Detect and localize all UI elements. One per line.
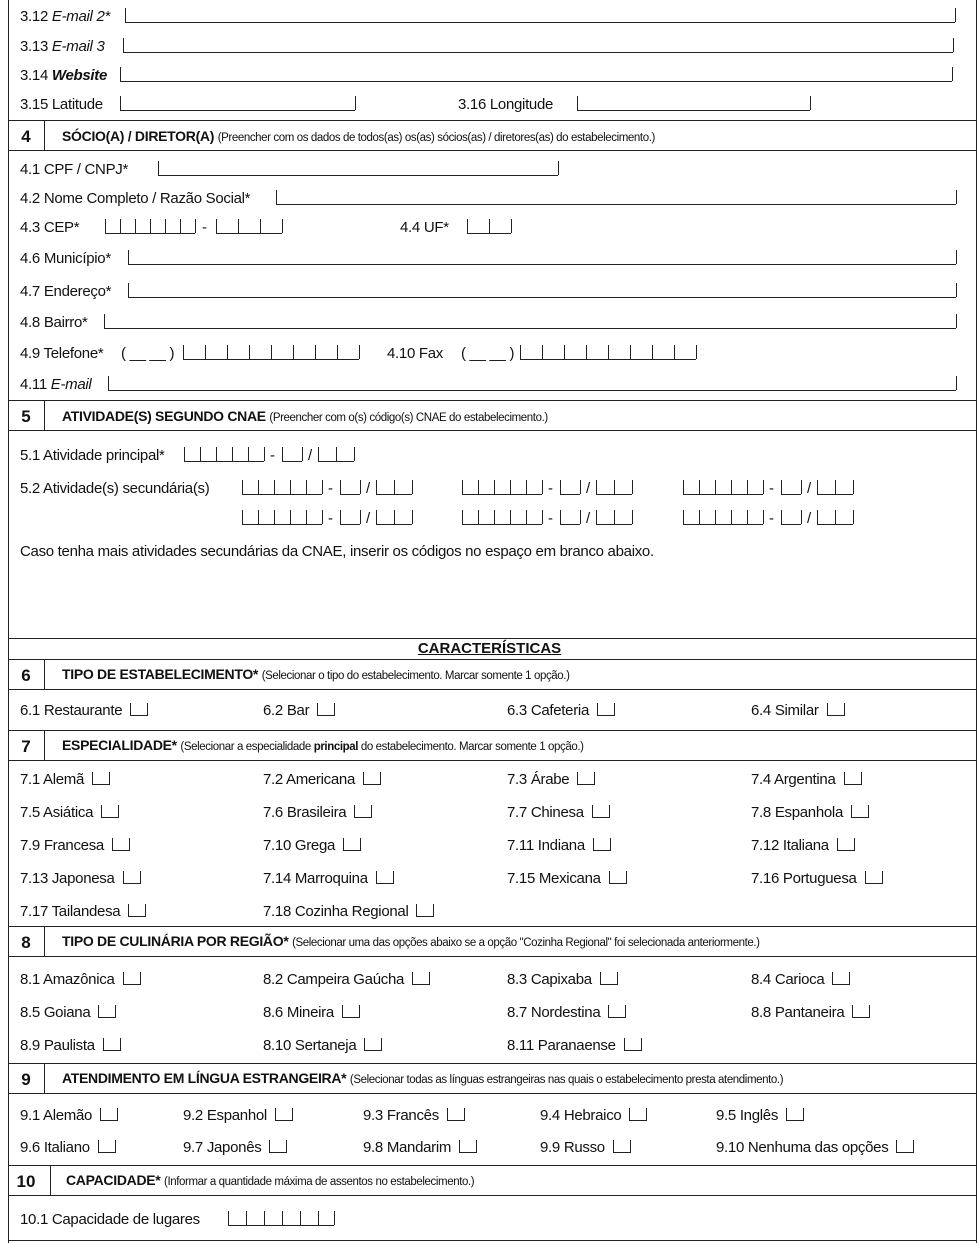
section-4-title: SÓCIO(A) / DIRETOR(A) (Preencher com os dados de todos(as) os(as) sócios(as) / diretores(as) do estabelecimento.): [62, 128, 655, 144]
option-item[interactable]: [716, 1138, 918, 1156]
cnae-secundaria-6-c[interactable]: [817, 524, 853, 525]
option-label: 9.4 Hebraico: [540, 1107, 622, 1124]
cnae-extra-instructions: Caso tenha mais atividades secundárias da CNAE, inserir os códigos no espaço em branco abaixo.: [20, 543, 654, 560]
cnae-slash: /: [586, 510, 590, 527]
option-checkbox[interactable]: [613, 1138, 635, 1152]
option-item[interactable]: [20, 770, 114, 788]
option-checkbox[interactable]: [786, 1106, 808, 1120]
municipio-field[interactable]: [128, 264, 956, 265]
cep-field-b[interactable]: [216, 233, 282, 234]
option-checkbox[interactable]: [123, 869, 145, 883]
option-item[interactable]: [751, 803, 873, 821]
option-item[interactable]: [20, 1003, 120, 1021]
section-5-title: ATIVIDADE(S) SEGUNDO CNAE (Preencher com o(s) código(s) CNAE do estabelecimento.): [62, 408, 548, 424]
section-7-title: ESPECIALIDADE* (Selecionar a especialidade principal do estabelecimento. Marcar somente 1 opção.): [62, 737, 584, 753]
option-checkbox[interactable]: [837, 836, 859, 850]
option-checkbox[interactable]: [459, 1138, 481, 1152]
option-label: 6.4 Similar: [751, 702, 819, 719]
option-item[interactable]: [540, 1138, 635, 1156]
option-label: 9.10 Nenhuma das opções: [716, 1139, 889, 1156]
option-checkbox[interactable]: [832, 970, 854, 984]
option-item[interactable]: [20, 701, 152, 719]
option-checkbox[interactable]: [317, 701, 339, 715]
option-checkbox[interactable]: [851, 803, 873, 817]
form-page: 3.12 E-mail 2* 3.13 E-mail 3 3.14 Website 3.15 Latitude 3.16 Longitude 4 SÓCIO(A) / DIRETOR(A) (Preencher com os dados de todos(as) os(as) sócios(as) / diretores(as) do estabelecimento.) 4.1 CPF / CNPJ* 4.2 Nome Completo / Razão Social* 4.3 CEP* - 4.4 UF* 4.6 Município* 4.7 Endereço* 4.8 Bairro* 4.9 Telefone* ( __ __ ) 4.10 Fax ( __ __ ) 4.11 E-mail 5 ATIVIDADE(S) SEGUNDO CNAE (Preencher com o(s) código(s) CNAE do estabelecimento.) 5.1 Atividade principal* 5.2 Atividade(s) secundária(s) Caso tenha mais atividades secundárias da CNAE, inserir os códigos no espaço em branco abaixo. CARACTERÍSTICAS 6 TIPO DE ESTABELECIMENTO* (Selecionar o tipo do estabelecimento. Marcar somente 1 opção.) 7 ESPECIALIDADE* (Selecionar a especialidade principal do estabelecimento. Marcar somente 1 opção.) 8 TIPO DE CULINÁRIA POR REGIÃO* (Selecionar uma das opções abaixo se a opção "Cozinha Regional" foi selecionada anteriormente.) 9 ATENDIMENTO EM LÍNGUA ESTRANGEIRA* (Selecionar todas as línguas estrangeiras nas quais o estabelecimento presta atendimento.) 10 CAPACIDADE* (Informar a quantidade máxima de assentos no estabelecimento.) 10.1 Capacidade de lugares - / - / - / - / - / - / - / 6.1 Restaurante 6.2 Bar 6.3 Cafeteria 6.4 Similar 7.1 Alemã 7.2 Americana 7.3 Árabe 7.4 Argentina 7.5 Asiática 7.6 Brasileira 7.7 Chinesa 7.8 Espanhola 7.9 Francesa 7.10 Grega 7.11 Indiana 7.12 Italiana 7.13 Japonesa 7.14 Marroquina 7.15 Mexicana 7.16 Portuguesa 7.17 Tailandesa 7.18 Cozinha Regional 8.1 Amazônica 8.2 Campeira Gaúcha 8.3 Capixaba 8.4 Carioca 8.5 Goiana 8.6 Mineira 8.7 Nordestina 8.8 Pantaneira 8.9 Paulista 8.10 Sertaneja 8.11 Paranaense 9.1 Alemão 9.2 Espanhol 9.3 Francês 9.4 Hebraico 9.5 Inglês 9.6 Italiano 9.7 Japonês 9.8 Mandarim 9.9 Russo 9.10 Nenhuma das opções: [0, 0, 979, 1243]
endereco-field[interactable]: [128, 297, 956, 298]
uf-field[interactable]: [467, 233, 511, 234]
endereco-label: 4.7 Endereço*: [20, 283, 112, 300]
atividade-principal-label: 5.1 Atividade principal*: [20, 447, 165, 464]
caracteristicas-heading: CARACTERÍSTICAS: [417, 640, 562, 657]
option-item[interactable]: [751, 1003, 874, 1021]
option-item[interactable]: [507, 803, 614, 821]
option-checkbox[interactable]: [827, 701, 849, 715]
option-item[interactable]: [263, 770, 385, 788]
cnae-slash: /: [366, 510, 370, 527]
option-label: 6.1 Restaurante: [20, 702, 123, 719]
option-checkbox[interactable]: [608, 1003, 630, 1017]
option-label: 8.3 Capixaba: [507, 971, 592, 988]
option-item[interactable]: [20, 902, 150, 920]
option-item[interactable]: [263, 1003, 364, 1021]
option-item[interactable]: [263, 803, 376, 821]
option-label: 7.1 Alemã: [20, 771, 85, 788]
cnae-slash: /: [366, 480, 370, 497]
cnae-secundaria-3-c[interactable]: [817, 494, 853, 495]
option-checkbox[interactable]: [577, 770, 599, 784]
nome-field[interactable]: [276, 204, 956, 205]
option-label: 8.5 Goiana: [20, 1004, 91, 1021]
cnae-principal-a[interactable]: [184, 461, 264, 462]
telefone-ddd[interactable]: ( __ __ ): [121, 345, 175, 362]
option-label: 8.7 Nordestina: [507, 1004, 601, 1021]
option-checkbox[interactable]: [852, 1003, 874, 1017]
latitude-label: 3.15 Latitude: [20, 96, 103, 113]
option-label: 7.14 Marroquina: [263, 870, 368, 887]
option-checkbox[interactable]: [354, 803, 376, 817]
section-8-number: 8: [21, 933, 31, 952]
cnae-secundaria-1-c[interactable]: [376, 494, 412, 495]
option-item[interactable]: [363, 1138, 481, 1156]
cnae-secundaria-2-a[interactable]: [462, 494, 542, 495]
option-label: 8.8 Pantaneira: [751, 1004, 845, 1021]
option-item[interactable]: [751, 701, 849, 719]
option-item[interactable]: [20, 869, 145, 887]
option-item[interactable]: [20, 803, 123, 821]
option-item[interactable]: [507, 836, 615, 854]
option-checkbox[interactable]: [416, 902, 438, 916]
socio-email-field[interactable]: [108, 390, 956, 391]
option-item[interactable]: [20, 970, 145, 988]
cpf-label: 4.1 CPF / CNPJ*: [20, 161, 129, 178]
option-item[interactable]: [507, 970, 622, 988]
left-border: [8, 0, 9, 1243]
option-label: 9.9 Russo: [540, 1139, 605, 1156]
option-item[interactable]: [751, 970, 854, 988]
option-checkbox[interactable]: [343, 836, 365, 850]
cnae-secundaria-4-b[interactable]: [340, 524, 360, 525]
option-label: 7.5 Asiática: [20, 804, 94, 821]
option-label: 7.3 Árabe: [507, 771, 570, 788]
telefone-field[interactable]: [183, 359, 359, 360]
email3-field[interactable]: [123, 52, 953, 53]
cnae-dash: -: [769, 510, 774, 527]
option-label: 7.17 Tailandesa: [20, 903, 121, 920]
option-label: 8.6 Mineira: [263, 1004, 334, 1021]
cnae-dash: -: [548, 510, 553, 527]
cnae-principal-b[interactable]: [282, 461, 302, 462]
option-checkbox[interactable]: [363, 770, 385, 784]
option-checkbox[interactable]: [128, 902, 150, 916]
cpf-field[interactable]: [158, 175, 558, 176]
cnae-slash: /: [807, 510, 811, 527]
cnae-dash: -: [328, 510, 333, 527]
option-label: 7.6 Brasileira: [263, 804, 347, 821]
cnae-secundaria-3-b[interactable]: [781, 494, 801, 495]
option-label: 9.3 Francês: [363, 1107, 439, 1124]
option-label: 6.2 Bar: [263, 702, 310, 719]
option-checkbox[interactable]: [609, 869, 631, 883]
option-checkbox[interactable]: [112, 836, 134, 850]
option-label: 9.2 Espanhol: [183, 1107, 267, 1124]
longitude-label: 3.16 Longitude: [458, 96, 554, 113]
telefone-label: 4.9 Telefone*: [20, 345, 104, 362]
socio-email-label: 4.11 E-mail: [20, 376, 92, 393]
option-checkbox[interactable]: [103, 1036, 125, 1050]
longitude-field[interactable]: [577, 110, 810, 111]
option-label: 9.1 Alemão: [20, 1107, 93, 1124]
option-item[interactable]: [20, 1106, 122, 1124]
option-checkbox[interactable]: [100, 1106, 122, 1120]
option-label: 9.8 Mandarim: [363, 1139, 452, 1156]
option-checkbox[interactable]: [269, 1138, 291, 1152]
option-checkbox[interactable]: [629, 1106, 651, 1120]
option-label: 8.11 Paranaense: [507, 1037, 616, 1054]
option-checkbox[interactable]: [98, 1138, 120, 1152]
option-label: 7.15 Mexicana: [507, 870, 601, 887]
option-item[interactable]: [507, 869, 631, 887]
option-item[interactable]: [263, 1036, 386, 1054]
option-item[interactable]: [183, 1106, 297, 1124]
option-checkbox[interactable]: [592, 803, 614, 817]
option-label: 7.4 Argentina: [751, 771, 836, 788]
cnae-secundaria-2-c[interactable]: [596, 494, 632, 495]
cnae-secundaria-6-b[interactable]: [781, 524, 801, 525]
email2-label: 3.12 E-mail 2*: [20, 8, 111, 25]
cnae-dash: -: [548, 480, 553, 497]
option-item[interactable]: [540, 1106, 651, 1124]
cep-label: 4.3 CEP*: [20, 219, 80, 236]
cnae-extra-space[interactable]: [20, 565, 960, 635]
section-6-title: TIPO DE ESTABELECIMENTO* (Selecionar o tipo do estabelecimento. Marcar somente 1 opção.): [62, 666, 570, 682]
section-4-number: 4: [21, 127, 31, 146]
option-item[interactable]: [263, 701, 339, 719]
cnae-dash: -: [769, 480, 774, 497]
option-label: 7.13 Japonesa: [20, 870, 115, 887]
cnae-slash: /: [586, 480, 590, 497]
option-checkbox[interactable]: [896, 1138, 918, 1152]
option-checkbox[interactable]: [447, 1106, 469, 1120]
option-item[interactable]: [507, 1003, 630, 1021]
section-6-number: 6: [21, 666, 31, 685]
cnae-secundaria-5-a[interactable]: [462, 524, 542, 525]
option-label: 7.18 Cozinha Regional: [263, 903, 409, 920]
option-checkbox[interactable]: [101, 803, 123, 817]
option-checkbox[interactable]: [600, 970, 622, 984]
option-checkbox[interactable]: [130, 701, 152, 715]
capacidade-label: 10.1 Capacidade de lugares: [20, 1211, 200, 1228]
option-item[interactable]: [20, 1036, 125, 1054]
option-label: 7.12 Italiana: [751, 837, 829, 854]
section-8-title: TIPO DE CULINÁRIA POR REGIÃO* (Selecionar uma das opções abaixo se a opção "Cozinha Regional" foi selecionada anteriormente.): [62, 933, 760, 949]
option-checkbox[interactable]: [364, 1036, 386, 1050]
capacidade-field[interactable]: [228, 1225, 334, 1226]
option-item[interactable]: [751, 869, 887, 887]
option-item[interactable]: [363, 1106, 469, 1124]
option-label: 8.4 Carioca: [751, 971, 825, 988]
option-item[interactable]: [263, 836, 365, 854]
option-item[interactable]: [20, 1138, 120, 1156]
cnae-secundaria-5-b[interactable]: [560, 524, 580, 525]
municipio-label: 4.6 Município*: [20, 250, 111, 267]
bairro-field[interactable]: [104, 328, 956, 329]
section-10-title: CAPACIDADE* (Informar a quantidade máxima de assentos no estabelecimento.): [66, 1172, 475, 1188]
section-5-number: 5: [21, 407, 31, 426]
option-item[interactable]: [716, 1106, 808, 1124]
latitude-field[interactable]: [120, 110, 355, 111]
cep-field-a[interactable]: [105, 233, 195, 234]
bairro-label: 4.8 Bairro*: [20, 314, 88, 331]
uf-label: 4.4 UF*: [400, 219, 449, 236]
cnae-secundaria-6-a[interactable]: [683, 524, 763, 525]
cnae-secundaria-3-a[interactable]: [683, 494, 763, 495]
section-7-number: 7: [21, 737, 31, 756]
option-checkbox[interactable]: [865, 869, 887, 883]
cnae-secundaria-1-a[interactable]: [242, 494, 322, 495]
cnae-dash: -: [270, 447, 275, 464]
option-item[interactable]: [263, 970, 434, 988]
option-label: 9.5 Inglês: [716, 1107, 779, 1124]
option-item[interactable]: [507, 770, 599, 788]
option-checkbox[interactable]: [98, 1003, 120, 1017]
cnae-secundaria-2-b[interactable]: [560, 494, 580, 495]
option-item[interactable]: [751, 836, 859, 854]
email2-field[interactable]: [125, 22, 955, 23]
option-item[interactable]: [20, 836, 134, 854]
option-checkbox[interactable]: [597, 701, 619, 715]
option-label: 8.2 Campeira Gaúcha: [263, 971, 405, 988]
option-checkbox[interactable]: [275, 1106, 297, 1120]
option-label: 7.10 Grega: [263, 837, 336, 854]
cnae-secundaria-5-c[interactable]: [596, 524, 632, 525]
option-checkbox[interactable]: [123, 970, 145, 984]
option-label: 7.7 Chinesa: [507, 804, 584, 821]
option-checkbox[interactable]: [593, 836, 615, 850]
option-label: 8.9 Paulista: [20, 1037, 95, 1054]
option-label: 8.10 Sertaneja: [263, 1037, 357, 1054]
option-label: 9.6 Italiano: [20, 1139, 90, 1156]
website-label: 3.14 Website: [20, 67, 108, 84]
cnae-slash: /: [308, 447, 312, 464]
option-item[interactable]: [507, 701, 619, 719]
option-label: 9.7 Japonês: [183, 1139, 262, 1156]
cnae-secundaria-4-c[interactable]: [376, 524, 412, 525]
option-checkbox[interactable]: [342, 1003, 364, 1017]
section-9-title: ATENDIMENTO EM LÍNGUA ESTRANGEIRA* (Selecionar todas as línguas estrangeiras nas quais o estabelecimento presta atendimento.): [62, 1070, 784, 1086]
option-label: 7.9 Francesa: [20, 837, 104, 854]
option-checkbox[interactable]: [412, 970, 434, 984]
option-checkbox[interactable]: [92, 770, 114, 784]
cnae-slash: /: [807, 480, 811, 497]
website-field[interactable]: [120, 81, 952, 82]
fax-ddd[interactable]: ( __ __ ): [461, 345, 515, 362]
section-9-number: 9: [21, 1070, 31, 1089]
option-item[interactable]: [263, 869, 398, 887]
cnae-dash: -: [328, 480, 333, 497]
cnae-secundaria-1-b[interactable]: [340, 494, 360, 495]
right-border: [976, 0, 977, 1243]
section-10-number: 10: [16, 1172, 36, 1191]
option-label: 8.1 Amazônica: [20, 971, 115, 988]
option-checkbox[interactable]: [624, 1036, 646, 1050]
atividade-secundaria-label: 5.2 Atividade(s) secundária(s): [20, 480, 210, 497]
option-label: 7.16 Portuguesa: [751, 870, 857, 887]
option-checkbox[interactable]: [376, 869, 398, 883]
cnae-secundaria-4-a[interactable]: [242, 524, 322, 525]
email3-label: 3.13 E-mail 3: [20, 38, 105, 55]
nome-label: 4.2 Nome Completo / Razão Social*: [20, 190, 251, 207]
option-item[interactable]: [183, 1138, 291, 1156]
option-label: 6.3 Cafeteria: [507, 702, 589, 719]
cnae-principal-c[interactable]: [318, 461, 354, 462]
option-item[interactable]: [507, 1036, 646, 1054]
fax-label: 4.10 Fax: [387, 345, 443, 362]
option-label: 7.11 Indiana: [507, 837, 585, 854]
option-item[interactable]: [751, 770, 866, 788]
option-label: 7.2 Americana: [263, 771, 355, 788]
fax-field[interactable]: [520, 359, 696, 360]
option-label: 7.8 Espanhola: [751, 804, 844, 821]
option-item[interactable]: [263, 902, 438, 920]
option-checkbox[interactable]: [844, 770, 866, 784]
